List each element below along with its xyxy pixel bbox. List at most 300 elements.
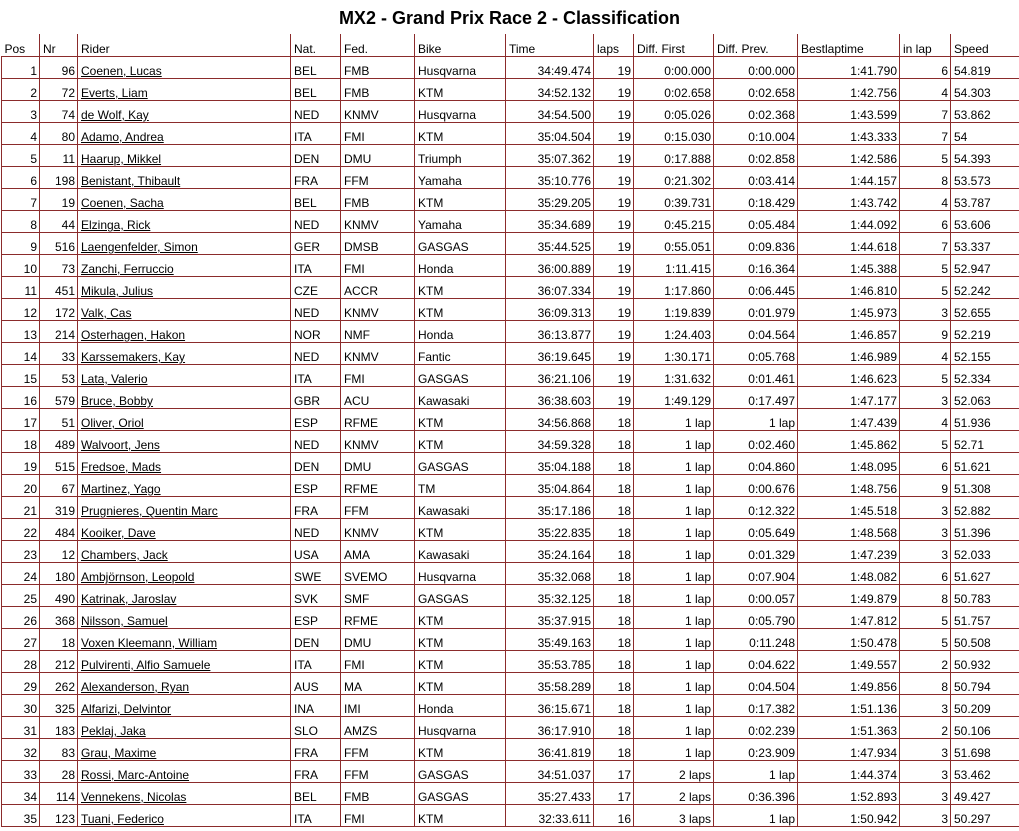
cell-nr: 11	[40, 145, 78, 167]
cell-in-lap: 5	[900, 431, 951, 453]
cell-rider	[78, 431, 291, 453]
rider-link[interactable]: Vennekens, Nicolas	[81, 790, 187, 804]
cell-time: 36:07.334	[506, 277, 594, 299]
cell-nat: ESP	[291, 475, 341, 497]
table-row	[2, 233, 1019, 255]
cell-bestlaptime: 1:44.618	[798, 233, 900, 255]
rider-link[interactable]: de Wolf, Kay	[81, 108, 149, 122]
cell-in-lap: 6	[900, 563, 951, 585]
cell-nr: 451	[40, 277, 78, 299]
cell-rider	[78, 585, 291, 607]
cell-rider	[78, 651, 291, 673]
cell-in-lap: 7	[900, 123, 951, 145]
cell-fed: FMI	[341, 123, 415, 145]
cell-in-lap: 6	[900, 57, 951, 79]
cell-diff-first: 1 lap	[634, 497, 714, 519]
cell-rider	[78, 607, 291, 629]
cell-diff-prev: 0:00.676	[714, 475, 798, 497]
cell-nat: SLO	[291, 717, 341, 739]
cell-nr: 515	[40, 453, 78, 475]
cell-pos: 34	[2, 783, 40, 805]
table-row	[2, 585, 1019, 607]
cell-bike: Kawasaki	[415, 387, 506, 409]
cell-nr: 516	[40, 233, 78, 255]
cell-nr: 74	[40, 101, 78, 123]
cell-rider	[78, 211, 291, 233]
cell-nat: DEN	[291, 629, 341, 651]
cell-nat: NOR	[291, 321, 341, 343]
cell-bike: KTM	[415, 651, 506, 673]
cell-in-lap: 6	[900, 453, 951, 475]
cell-bike: KTM	[415, 277, 506, 299]
cell-nat: ITA	[291, 365, 341, 387]
rider-link[interactable]: Benistant, Thibault	[81, 174, 181, 188]
cell-in-lap: 7	[900, 233, 951, 255]
cell-bike: Husqvarna	[415, 57, 506, 79]
cell-fed: MA	[341, 673, 415, 695]
cell-rider	[78, 343, 291, 365]
cell-diff-first: 1 lap	[634, 651, 714, 673]
cell-nr: 44	[40, 211, 78, 233]
cell-laps: 16	[594, 805, 634, 827]
cell-in-lap: 8	[900, 673, 951, 695]
cell-diff-prev: 0:04.860	[714, 453, 798, 475]
cell-speed: 51.396	[951, 519, 1019, 541]
cell-nat: ITA	[291, 123, 341, 145]
cell-bike: KTM	[415, 409, 506, 431]
cell-diff-first: 1:19.839	[634, 299, 714, 321]
cell-speed: 54.303	[951, 79, 1019, 101]
cell-bike: Husqvarna	[415, 101, 506, 123]
cell-speed: 51.621	[951, 453, 1019, 475]
cell-pos: 20	[2, 475, 40, 497]
cell-fed: KNMV	[341, 101, 415, 123]
table-row	[2, 211, 1019, 233]
table-row	[2, 387, 1019, 409]
cell-nat: BEL	[291, 783, 341, 805]
cell-bestlaptime: 1:47.812	[798, 607, 900, 629]
cell-pos: 22	[2, 519, 40, 541]
cell-bestlaptime: 1:46.857	[798, 321, 900, 343]
cell-diff-first: 1 lap	[634, 629, 714, 651]
cell-laps: 19	[594, 167, 634, 189]
cell-fed: AMA	[341, 541, 415, 563]
cell-rider	[78, 189, 291, 211]
cell-pos: 18	[2, 431, 40, 453]
cell-time: 35:44.525	[506, 233, 594, 255]
cell-fed: FFM	[341, 761, 415, 783]
cell-diff-prev: 0:09.836	[714, 233, 798, 255]
cell-time: 36:41.819	[506, 739, 594, 761]
cell-bestlaptime: 1:45.388	[798, 255, 900, 277]
table-row	[2, 123, 1019, 145]
rider-link[interactable]: Lata, Valerio	[81, 372, 148, 386]
cell-rider	[78, 145, 291, 167]
cell-pos: 24	[2, 563, 40, 585]
rider-link[interactable]: Tuani, Federico	[81, 812, 164, 826]
cell-pos: 12	[2, 299, 40, 321]
cell-laps: 19	[594, 277, 634, 299]
cell-time: 36:09.313	[506, 299, 594, 321]
cell-laps: 19	[594, 233, 634, 255]
cell-in-lap: 9	[900, 321, 951, 343]
cell-nr: 53	[40, 365, 78, 387]
cell-laps: 18	[594, 563, 634, 585]
cell-nr: 484	[40, 519, 78, 541]
cell-speed: 50.932	[951, 651, 1019, 673]
cell-fed: SMF	[341, 585, 415, 607]
cell-bestlaptime: 1:50.478	[798, 629, 900, 651]
cell-nr: 18	[40, 629, 78, 651]
cell-nat: ITA	[291, 805, 341, 827]
cell-pos: 23	[2, 541, 40, 563]
cell-bike: Kawasaki	[415, 541, 506, 563]
cell-in-lap: 3	[900, 695, 951, 717]
rider-link[interactable]: Coenen, Sacha	[81, 196, 164, 210]
cell-time: 34:52.132	[506, 79, 594, 101]
cell-bestlaptime: 1:49.856	[798, 673, 900, 695]
cell-bestlaptime: 1:51.136	[798, 695, 900, 717]
cell-in-lap: 6	[900, 211, 951, 233]
cell-time: 36:15.671	[506, 695, 594, 717]
cell-bike: KTM	[415, 805, 506, 827]
cell-fed: DMSB	[341, 233, 415, 255]
table-row	[2, 607, 1019, 629]
table-row	[2, 519, 1019, 541]
cell-bike: KTM	[415, 299, 506, 321]
cell-laps: 18	[594, 695, 634, 717]
header-nat: Nat.	[291, 34, 341, 57]
cell-pos: 25	[2, 585, 40, 607]
cell-rider	[78, 79, 291, 101]
cell-diff-prev: 0:05.649	[714, 519, 798, 541]
rider-link[interactable]: Grau, Maxime	[81, 746, 157, 760]
cell-fed: FMB	[341, 189, 415, 211]
table-row	[2, 453, 1019, 475]
cell-nr: 319	[40, 497, 78, 519]
rider-link[interactable]: Rossi, Marc-Antoine	[81, 768, 190, 782]
cell-bike: TM	[415, 475, 506, 497]
cell-diff-first: 1:24.403	[634, 321, 714, 343]
rider-link[interactable]: Mikula, Julius	[81, 284, 154, 298]
cell-laps: 18	[594, 453, 634, 475]
cell-bike: KTM	[415, 189, 506, 211]
rider-link[interactable]: Kooiker, Dave	[81, 526, 156, 540]
cell-pos: 9	[2, 233, 40, 255]
cell-speed: 51.308	[951, 475, 1019, 497]
cell-diff-prev: 0:06.445	[714, 277, 798, 299]
cell-laps: 19	[594, 57, 634, 79]
table-row	[2, 299, 1019, 321]
table-row	[2, 255, 1019, 277]
cell-in-lap: 5	[900, 607, 951, 629]
cell-diff-first: 0:15.030	[634, 123, 714, 145]
rider-link[interactable]: Laengenfelder, Simon	[81, 240, 198, 254]
cell-bestlaptime: 1:49.557	[798, 651, 900, 673]
rider-link[interactable]: Pulvirenti, Alfio Samuele	[81, 658, 211, 672]
table-row	[2, 761, 1019, 783]
table-row	[2, 739, 1019, 761]
cell-time: 35:37.915	[506, 607, 594, 629]
cell-time: 35:24.164	[506, 541, 594, 563]
cell-rider	[78, 299, 291, 321]
cell-diff-first: 1 lap	[634, 607, 714, 629]
cell-nat: NED	[291, 299, 341, 321]
rider-link[interactable]: Katrinak, Jaroslav	[81, 592, 177, 606]
rider-link[interactable]: Prugnieres, Quentin Marc	[81, 504, 218, 518]
cell-diff-prev: 0:05.790	[714, 607, 798, 629]
cell-rider	[78, 739, 291, 761]
cell-in-lap: 5	[900, 365, 951, 387]
cell-diff-prev: 0:02.460	[714, 431, 798, 453]
cell-diff-first: 1:11.415	[634, 255, 714, 277]
cell-bestlaptime: 1:45.973	[798, 299, 900, 321]
cell-in-lap: 2	[900, 651, 951, 673]
cell-nr: 262	[40, 673, 78, 695]
cell-diff-prev: 0:12.322	[714, 497, 798, 519]
cell-fed: RFME	[341, 607, 415, 629]
cell-nat: ESP	[291, 409, 341, 431]
header-bestlaptime: Bestlaptime	[798, 34, 900, 57]
cell-nr: 198	[40, 167, 78, 189]
cell-bike: Yamaha	[415, 211, 506, 233]
cell-time: 35:53.785	[506, 651, 594, 673]
cell-time: 35:32.068	[506, 563, 594, 585]
cell-speed: 54.819	[951, 57, 1019, 79]
cell-time: 35:04.864	[506, 475, 594, 497]
cell-diff-prev: 0:10.004	[714, 123, 798, 145]
cell-pos: 31	[2, 717, 40, 739]
cell-nat: NED	[291, 343, 341, 365]
cell-bestlaptime: 1:50.942	[798, 805, 900, 827]
cell-laps: 18	[594, 607, 634, 629]
table-row	[2, 497, 1019, 519]
cell-nat: BEL	[291, 79, 341, 101]
cell-nat: NED	[291, 211, 341, 233]
rider-link[interactable]: Elzinga, Rick	[81, 218, 151, 232]
cell-speed: 51.698	[951, 739, 1019, 761]
cell-speed: 52.882	[951, 497, 1019, 519]
page-title: MX2 - Grand Prix Race 2 - Classification	[338, 8, 681, 28]
rider-link[interactable]: Valk, Cas	[81, 306, 132, 320]
cell-speed: 53.337	[951, 233, 1019, 255]
cell-in-lap: 9	[900, 475, 951, 497]
cell-nat: ITA	[291, 255, 341, 277]
cell-nr: 490	[40, 585, 78, 607]
cell-pos: 14	[2, 343, 40, 365]
cell-in-lap: 3	[900, 497, 951, 519]
table-row	[2, 343, 1019, 365]
cell-bestlaptime: 1:43.333	[798, 123, 900, 145]
rider-link[interactable]: Walvoort, Jens	[81, 438, 160, 452]
cell-bike: KTM	[415, 607, 506, 629]
rider-link[interactable]: Oliver, Oriol	[81, 416, 144, 430]
cell-bike: GASGAS	[415, 761, 506, 783]
cell-fed: KNMV	[341, 431, 415, 453]
cell-rider	[78, 255, 291, 277]
rider-link[interactable]: Everts, Liam	[81, 86, 148, 100]
cell-bestlaptime: 1:48.082	[798, 563, 900, 585]
cell-diff-prev: 0:02.858	[714, 145, 798, 167]
cell-speed: 50.209	[951, 695, 1019, 717]
cell-in-lap: 8	[900, 167, 951, 189]
cell-diff-first: 1 lap	[634, 717, 714, 739]
cell-fed: IMI	[341, 695, 415, 717]
cell-nat: USA	[291, 541, 341, 563]
cell-bike: GASGAS	[415, 585, 506, 607]
rider-link[interactable]: Ambjörnson, Leopold	[81, 570, 195, 584]
rider-link[interactable]: Alfarizi, Delvintor	[81, 702, 172, 716]
table-row	[2, 783, 1019, 805]
rider-link[interactable]: Adamo, Andrea	[81, 130, 164, 144]
cell-laps: 18	[594, 475, 634, 497]
cell-diff-first: 0:02.658	[634, 79, 714, 101]
cell-time: 34:51.037	[506, 761, 594, 783]
cell-fed: FMB	[341, 79, 415, 101]
cell-in-lap: 3	[900, 519, 951, 541]
cell-bike: Honda	[415, 695, 506, 717]
rider-link[interactable]: Karssemakers, Kay	[81, 350, 186, 364]
cell-time: 32:33.611	[506, 805, 594, 827]
cell-in-lap: 4	[900, 343, 951, 365]
cell-rider	[78, 453, 291, 475]
rider-link[interactable]: Chambers, Jack	[81, 548, 168, 562]
rider-link[interactable]: Voxen Kleemann, William	[81, 636, 218, 650]
cell-diff-prev: 0:11.248	[714, 629, 798, 651]
cell-in-lap: 8	[900, 585, 951, 607]
cell-fed: FMI	[341, 805, 415, 827]
cell-rider	[78, 541, 291, 563]
cell-diff-prev: 0:04.504	[714, 673, 798, 695]
cell-in-lap: 7	[900, 101, 951, 123]
cell-bestlaptime: 1:48.568	[798, 519, 900, 541]
cell-bike: GASGAS	[415, 783, 506, 805]
rider-link[interactable]: Zanchi, Ferruccio	[81, 262, 174, 276]
cell-rider	[78, 497, 291, 519]
cell-time: 36:19.645	[506, 343, 594, 365]
cell-rider	[78, 101, 291, 123]
rider-link[interactable]: Alexanderson, Ryan	[81, 680, 190, 694]
rider-link[interactable]: Osterhagen, Hakon	[81, 328, 186, 342]
cell-bestlaptime: 1:46.810	[798, 277, 900, 299]
cell-nr: 114	[40, 783, 78, 805]
table-row	[2, 57, 1019, 79]
cell-in-lap: 5	[900, 629, 951, 651]
cell-fed: FMB	[341, 783, 415, 805]
cell-diff-first: 0:05.026	[634, 101, 714, 123]
cell-nr: 83	[40, 739, 78, 761]
cell-diff-prev: 0:04.564	[714, 321, 798, 343]
cell-fed: SVEMO	[341, 563, 415, 585]
cell-rider	[78, 233, 291, 255]
cell-speed: 53.862	[951, 101, 1019, 123]
cell-time: 35:34.689	[506, 211, 594, 233]
cell-rider	[78, 805, 291, 827]
cell-laps: 18	[594, 431, 634, 453]
cell-diff-first: 1 lap	[634, 431, 714, 453]
header-speed: Speed	[951, 34, 1019, 57]
cell-speed: 52.334	[951, 365, 1019, 387]
rider-link[interactable]: Martinez, Yago	[81, 482, 161, 496]
cell-fed: KNMV	[341, 343, 415, 365]
cell-laps: 18	[594, 497, 634, 519]
cell-nr: 80	[40, 123, 78, 145]
cell-pos: 4	[2, 123, 40, 145]
cell-time: 36:00.889	[506, 255, 594, 277]
cell-diff-first: 1 lap	[634, 563, 714, 585]
cell-diff-first: 0:17.888	[634, 145, 714, 167]
cell-in-lap: 4	[900, 409, 951, 431]
cell-bestlaptime: 1:43.742	[798, 189, 900, 211]
cell-time: 34:54.500	[506, 101, 594, 123]
cell-in-lap: 3	[900, 761, 951, 783]
cell-nr: 19	[40, 189, 78, 211]
cell-fed: ACU	[341, 387, 415, 409]
cell-nr: 96	[40, 57, 78, 79]
table-row	[2, 805, 1019, 827]
cell-fed: FFM	[341, 739, 415, 761]
rider-link[interactable]: Fredsoe, Mads	[81, 460, 162, 474]
rider-link[interactable]: Haarup, Mikkel	[81, 152, 162, 166]
cell-pos: 19	[2, 453, 40, 475]
cell-speed: 50.508	[951, 629, 1019, 651]
cell-nat: AUS	[291, 673, 341, 695]
cell-laps: 19	[594, 343, 634, 365]
cell-bestlaptime: 1:44.157	[798, 167, 900, 189]
cell-rider	[78, 717, 291, 739]
cell-diff-first: 1:49.129	[634, 387, 714, 409]
cell-diff-prev: 0:04.622	[714, 651, 798, 673]
cell-in-lap: 3	[900, 783, 951, 805]
cell-diff-prev: 0:17.382	[714, 695, 798, 717]
cell-speed: 52.155	[951, 343, 1019, 365]
cell-nr: 489	[40, 431, 78, 453]
cell-diff-first: 1 lap	[634, 475, 714, 497]
cell-nat: NED	[291, 519, 341, 541]
cell-time: 35:29.205	[506, 189, 594, 211]
cell-pos: 15	[2, 365, 40, 387]
cell-time: 35:22.835	[506, 519, 594, 541]
cell-rider	[78, 563, 291, 585]
cell-bestlaptime: 1:42.756	[798, 79, 900, 101]
cell-nat: ITA	[291, 651, 341, 673]
rider-link[interactable]: Nilsson, Samuel	[81, 614, 168, 628]
rider-link[interactable]: Peklaj, Jaka	[81, 724, 146, 738]
rider-link[interactable]: Coenen, Lucas	[81, 64, 162, 78]
cell-nat: FRA	[291, 739, 341, 761]
cell-diff-prev: 0:03.414	[714, 167, 798, 189]
cell-nat: DEN	[291, 145, 341, 167]
rider-link[interactable]: Bruce, Bobby	[81, 394, 154, 408]
table-row	[2, 277, 1019, 299]
cell-diff-prev: 0:16.364	[714, 255, 798, 277]
cell-speed: 53.606	[951, 211, 1019, 233]
cell-diff-prev: 0:01.329	[714, 541, 798, 563]
cell-diff-prev: 1 lap	[714, 409, 798, 431]
cell-time: 35:10.776	[506, 167, 594, 189]
cell-fed: RFME	[341, 475, 415, 497]
cell-nat: BEL	[291, 189, 341, 211]
cell-bike: GASGAS	[415, 233, 506, 255]
cell-laps: 18	[594, 739, 634, 761]
cell-diff-prev: 0:02.239	[714, 717, 798, 739]
cell-laps: 18	[594, 651, 634, 673]
header-fed: Fed.	[341, 34, 415, 57]
cell-time: 35:04.504	[506, 123, 594, 145]
cell-bestlaptime: 1:52.893	[798, 783, 900, 805]
cell-diff-prev: 0:05.484	[714, 211, 798, 233]
cell-speed: 54.393	[951, 145, 1019, 167]
